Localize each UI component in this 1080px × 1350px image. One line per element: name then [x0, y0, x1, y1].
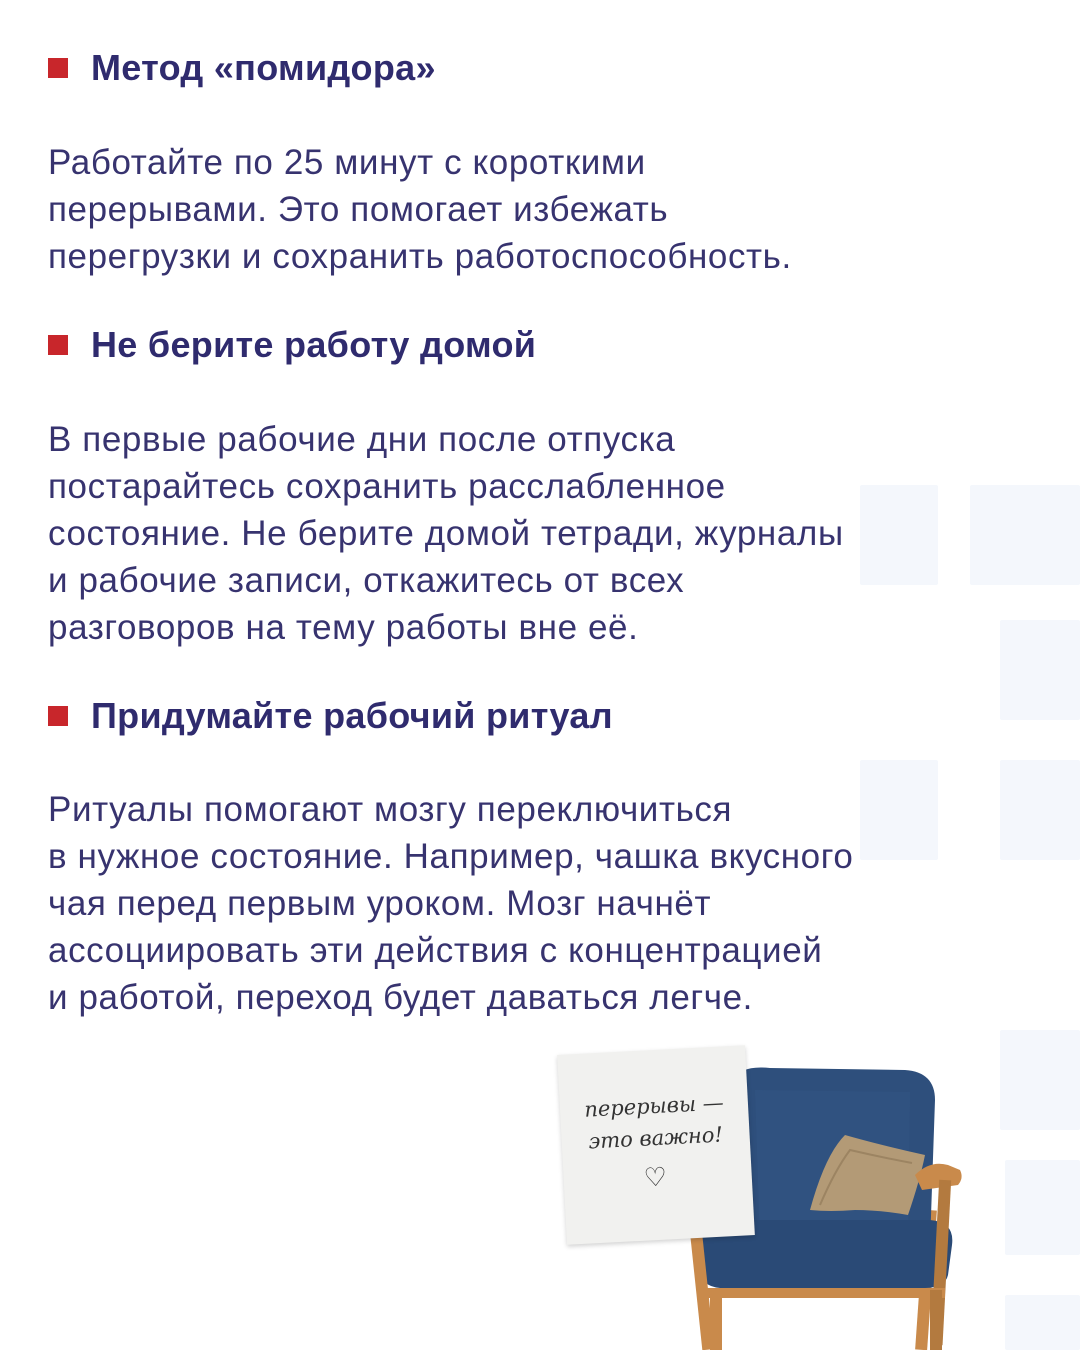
heading-text: Не берите работу домой	[91, 324, 537, 365]
section-heading	[48, 324, 1020, 366]
sticky-note	[557, 1045, 755, 1245]
paragraph-line: и работой, переход будет даваться легче.	[48, 978, 753, 1017]
paragraph-line: перерывами. Это помогает избежать	[48, 190, 669, 229]
paragraph-line: состояние. Не берите домой тетради, журналы	[48, 514, 844, 553]
bullet-square-icon	[48, 335, 68, 355]
paragraph-line: постарайтесь сохранить расслабленное	[48, 467, 726, 506]
bullet-square-icon	[48, 706, 68, 726]
heading-text: Придумайте рабочий ритуал	[91, 695, 613, 736]
paragraph-line: перегрузки и сохранить работоспособность.	[48, 237, 792, 276]
paragraph-line: разговоров на тему работы вне её.	[48, 608, 639, 647]
paragraph-line: в нужное состояние. Например, чашка вкусного	[48, 837, 854, 876]
section-work-ritual	[48, 695, 1020, 737]
paragraph-line: чая перед первым уроком. Мозг начнёт	[48, 884, 712, 923]
bullet-square-icon	[48, 58, 68, 78]
paragraph-work-ritual	[48, 786, 1020, 1021]
paragraph-line: Ритуалы помогают мозгу переключиться	[48, 790, 733, 829]
paragraph-line: ассоциировать эти действия с концентрацией	[48, 931, 823, 970]
note-line: это важно!	[587, 1122, 724, 1154]
section-pomodoro	[48, 47, 1020, 89]
paragraph-pomodoro	[48, 139, 1020, 280]
paragraph-line: и рабочие записи, откажитесь от всех	[48, 561, 685, 600]
section-heading	[48, 47, 1020, 89]
paragraph-no-work-home	[48, 416, 1020, 651]
paragraph-line: В первые рабочие дни после отпуска	[48, 420, 676, 459]
paragraph-line: Работайте по 25 минут с короткими	[48, 143, 646, 182]
section-no-work-home	[48, 324, 1020, 366]
heart-icon: ♡	[642, 1161, 668, 1193]
note-line: перерывы —	[583, 1090, 725, 1122]
heading-text: Метод «помидора»	[91, 47, 436, 88]
section-heading	[48, 695, 1020, 737]
